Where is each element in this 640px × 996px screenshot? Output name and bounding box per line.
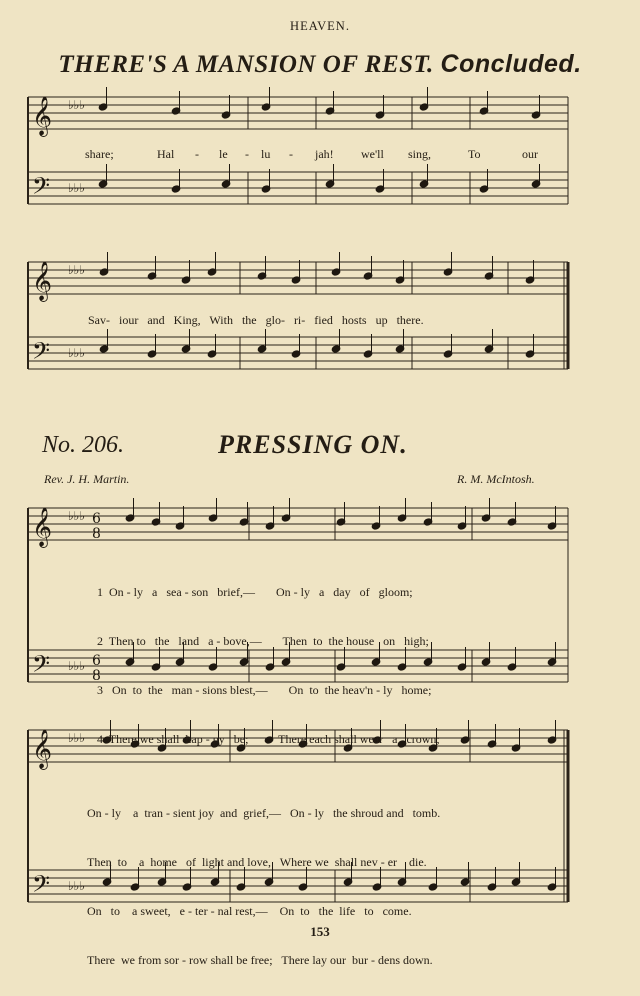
svg-text:𝄢: 𝄢 xyxy=(32,337,51,370)
hymn-title: PRESSING ON. xyxy=(218,430,408,459)
svg-text:𝄞: 𝄞 xyxy=(32,261,53,301)
svg-text:𝄞: 𝄞 xyxy=(32,96,53,136)
verse-line: 2 Then to the land a - bove,— Then to the house on high; xyxy=(97,634,429,648)
verse-line: On - ly a tran - sient joy and grief,— On - ly the shroud and tomb. xyxy=(87,806,441,820)
verse-line: There we from sor - row shall be free; There lay our bur - dens down. xyxy=(87,953,433,967)
verses-block-b xyxy=(87,776,440,987)
author-credit: Rev. J. H. Martin. xyxy=(44,472,130,486)
verse-line: 3 On to the man - sions blest,— On to the heav'n - ly home; xyxy=(97,683,432,697)
svg-text:♭♭♭: ♭♭♭ xyxy=(68,509,85,523)
svg-text:𝄞: 𝄞 xyxy=(32,729,53,769)
svg-text:♭♭♭: ♭♭♭ xyxy=(68,98,85,112)
svg-text:♭♭♭: ♭♭♭ xyxy=(68,879,85,893)
svg-text:♭♭♭: ♭♭♭ xyxy=(68,263,85,277)
svg-text:♭♭♭: ♭♭♭ xyxy=(68,346,85,360)
hymn-number: No. 206. xyxy=(42,432,125,458)
svg-text:♭♭♭: ♭♭♭ xyxy=(68,731,85,745)
lyrics-system-2: Sav- iour and King, With the glo- ri- fied hosts up there. xyxy=(88,313,424,327)
page-header: HEAVEN. xyxy=(290,19,350,33)
svg-text:8: 8 xyxy=(92,526,101,542)
verses-block-a xyxy=(97,555,440,766)
svg-text:𝄢: 𝄢 xyxy=(32,172,51,205)
verse-line: On to a sweet, e - ter - nal rest,— On to the life to come. xyxy=(87,904,412,918)
song-title-text: THERE'S A MANSION OF REST. xyxy=(58,51,434,78)
verse-line: Then to a home of light and love, Where we shall nev - er die. xyxy=(87,855,427,869)
svg-text:♭♭♭: ♭♭♭ xyxy=(68,181,85,195)
page-number: 153 xyxy=(310,924,330,939)
svg-text:𝄢: 𝄢 xyxy=(32,650,51,683)
verse-line: 1 On - ly a sea - son brief,— On - ly a day of gloom; xyxy=(97,585,413,599)
verse-line: 4 There we shall hap - py be; There each shall wear a crown; xyxy=(97,732,440,746)
svg-text:𝄢: 𝄢 xyxy=(32,870,51,903)
svg-text:𝄞: 𝄞 xyxy=(32,507,53,547)
composer-credit: R. M. McIntosh. xyxy=(457,472,535,486)
svg-text:6: 6 xyxy=(92,511,101,527)
svg-text:8: 8 xyxy=(92,668,101,684)
svg-text:6: 6 xyxy=(92,653,101,669)
song-title-suffix: Concluded. xyxy=(440,50,582,78)
svg-text:♭♭♭: ♭♭♭ xyxy=(68,659,85,673)
